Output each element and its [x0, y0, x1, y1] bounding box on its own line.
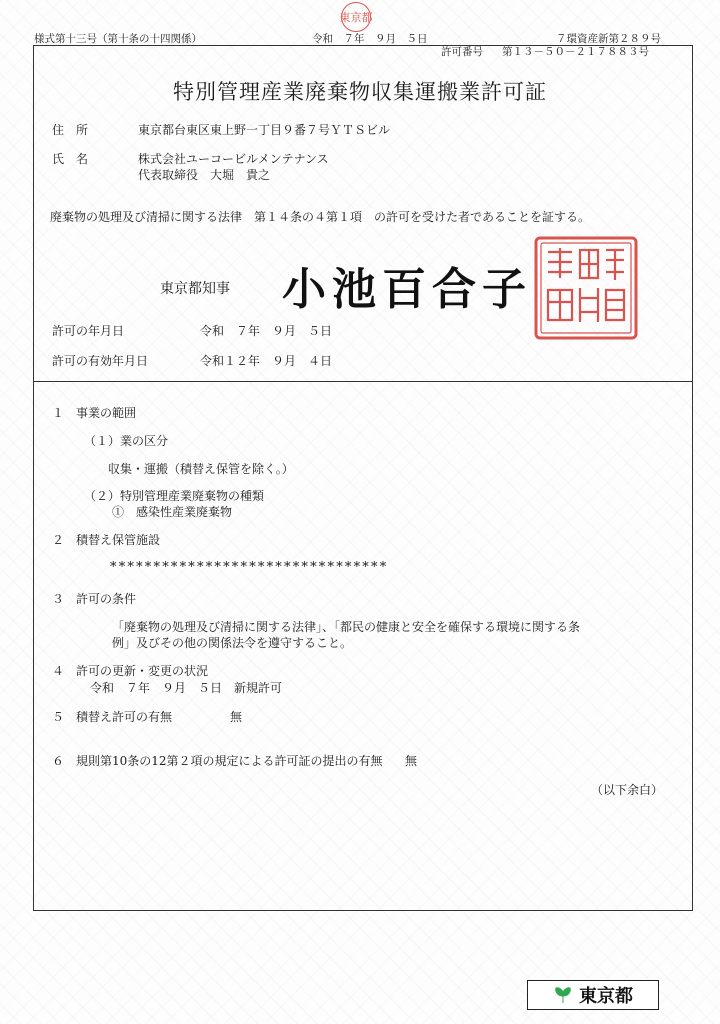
governor-seal-icon: [534, 236, 638, 340]
section-5-title: ５ 積替え許可の有無: [52, 710, 173, 724]
section-3-title: ３ 許可の条件: [52, 592, 137, 606]
permit-number: 第１３－５０－２１７８８３号: [502, 46, 649, 58]
section-1-title: １ 事業の範囲: [52, 406, 137, 420]
company-name: 株式会社ユーコービルメンテナンス: [138, 152, 329, 166]
tokyo-footer-badge: [527, 980, 659, 1010]
certificate-title: 特別管理産業廃棄物収集運搬業許可証: [173, 80, 547, 104]
permit-number-label: 許可番号: [441, 46, 483, 58]
issue-date: 令和 ７年 ９月 ５日: [312, 33, 428, 45]
certification-statement: 廃棄物の処理及び清掃に関する法律 第１４条の４第１項 の許可を受けた者であることを証する。: [50, 210, 591, 224]
section-2-title: ２ 積替え保管施設: [52, 533, 161, 547]
name-label: 氏 名: [52, 152, 89, 166]
section-4-value: 令和 ７年 ９月 ５日 新規許可: [90, 681, 283, 695]
issuer-title: 東京都知事: [160, 281, 230, 297]
valid-until-label: 許可の有効年月日: [52, 354, 149, 368]
section-2-value: ********************************: [110, 560, 389, 575]
representative-name: 代表取締役 大堀 貴之: [138, 168, 271, 182]
signature-text: 小池百合子: [282, 264, 532, 315]
receipt-seal-icon: [341, 2, 371, 32]
section-6-title: ６ 規則第10条の12第２項の規定による許可証の提出の有無: [52, 754, 383, 768]
section-3-line-1: 「廃棄物の処理及び清掃に関する法律」、「都民の健康と安全を確保する環境に関する条: [112, 620, 581, 634]
governor-signature: [282, 258, 560, 316]
section-divider: [33, 381, 693, 382]
section-1-1-value: 収集・運搬（積替え保管を除く。）: [108, 462, 294, 476]
address-value: 東京都台東区東上野一丁目９番７号ＹＴＳビル: [138, 123, 391, 137]
closing-note: （以下余白）: [591, 783, 664, 797]
registry-number: ７環資産新第２８９号: [556, 33, 661, 45]
valid-until-value: 令和１２年 ９月 ４日: [200, 354, 333, 368]
section-6-value: 無: [405, 754, 418, 768]
permit-date-label: 許可の年月日: [52, 324, 125, 338]
address-label: 住 所: [52, 123, 89, 137]
ginkgo-leaf-icon: [553, 985, 573, 1005]
section-4-title: ４ 許可の更新・変更の状況: [52, 664, 209, 678]
section-3-line-2: 例」及びその他の関係法令を遵守すること。: [112, 636, 353, 650]
section-1-2-title: （２）特別管理産業廃棄物の種類: [84, 489, 265, 503]
section-5-value: 無: [230, 710, 243, 724]
section-1-1-title: （１）業の区分: [84, 434, 169, 448]
receipt-seal-text: 東京都: [339, 11, 373, 24]
section-1-2-value: ① 感染性産業廃棄物: [112, 505, 233, 519]
permit-date-value: 令和 ７年 ９月 ５日: [200, 324, 333, 338]
form-number: 様式第十三号（第十条の十四関係）: [34, 33, 202, 45]
footer-label: 東京都: [579, 986, 633, 1007]
